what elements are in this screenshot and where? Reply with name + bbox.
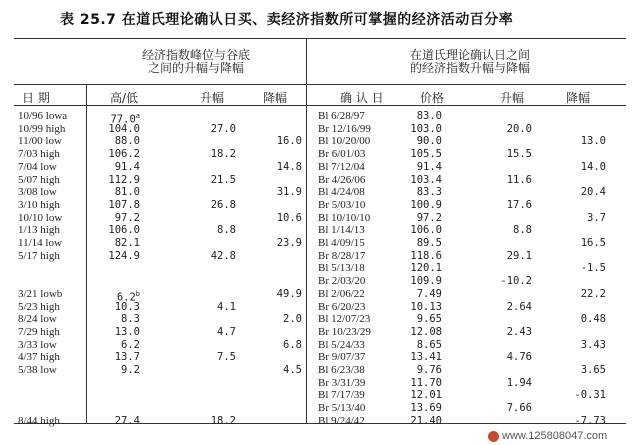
watermark-text: www.125808047.com <box>502 430 608 442</box>
price-cell: 105.5 <box>410 148 442 161</box>
left-rise-cell: 4.1 <box>217 300 236 313</box>
confirm-date-cell: Bl 1/14/13 <box>318 224 365 237</box>
right-rise-cell: -10.2 <box>500 275 532 288</box>
price-cell: 120.1 <box>410 262 442 275</box>
price-cell: 13.69 <box>410 402 442 415</box>
confirm-date-cell: Bl 4/24/08 <box>318 186 365 199</box>
confirm-date-cell: Bl 5/13/18 <box>318 262 365 275</box>
right-group-header <box>395 49 545 75</box>
price-cell: 109.9 <box>410 275 442 288</box>
left-date-cell: 3/21 lowb <box>18 287 63 300</box>
left-hilo-cell: 8.3 <box>121 313 140 326</box>
right-rise-cell: 8.8 <box>513 224 532 237</box>
right-rise-cell: 15.5 <box>506 148 532 161</box>
price-cell: 7.49 <box>416 287 442 300</box>
right-fall-cell: 22.2 <box>580 287 606 300</box>
watermark <box>488 430 607 442</box>
left-date-cell: 5/23 high <box>18 300 60 313</box>
left-date-cell: 8/44 high <box>18 414 60 427</box>
left-date-cell: 3/10 high <box>18 198 60 211</box>
left-hilo-cell: 106.2 <box>108 148 140 161</box>
right-fall-cell: 3.65 <box>580 364 606 376</box>
left-fall-cell: 10.6 <box>276 211 302 224</box>
column-header-rule <box>14 105 626 106</box>
watermark-logo-icon <box>488 431 499 442</box>
confirm-date-cell: Bl 6/28/97 <box>318 110 365 122</box>
left-hilo-cell: 88.0 <box>114 135 140 148</box>
left-fall-cell: 23.9 <box>276 237 302 249</box>
right-group-line2: 的经济指数升幅与降幅 <box>409 61 530 75</box>
table-title: 表 25.7 在道氏理论确认日买、卖经济指数所可掌握的经济活动百分率 <box>60 12 514 28</box>
confirm-date-cell: Br 6/20/23 <box>318 300 366 313</box>
confirm-date-cell: Bl 12/07/23 <box>318 313 371 326</box>
divider-center <box>306 39 307 423</box>
right-fall-cell: -7.73 <box>574 414 606 427</box>
price-cell: 89.5 <box>416 237 442 249</box>
confirm-date-cell: Bl 5/24/33 <box>318 338 365 351</box>
confirm-date-cell: Br 9/07/37 <box>318 351 366 364</box>
left-fall-cell: 49.9 <box>276 287 302 300</box>
price-cell: 12.01 <box>410 389 442 402</box>
right-fall-cell: 0.48 <box>580 313 606 326</box>
left-hilo-cell: 6.2$^b$ <box>116 289 140 304</box>
left-hilo-cell: 10.3 <box>114 300 140 313</box>
price-cell: 91.4 <box>416 160 442 173</box>
right-fall-cell: 16.5 <box>580 237 606 249</box>
right-fall-cell: 13.0 <box>580 135 606 148</box>
right-rise-cell: 2.43 <box>506 325 532 338</box>
price-cell: 83.3 <box>416 186 442 199</box>
confirm-date-cell: Br 12/16/99 <box>318 122 371 135</box>
price-cell: 8.65 <box>416 338 442 351</box>
price-cell: 9.65 <box>416 313 442 326</box>
right-fall-cell: 14.0 <box>580 160 606 173</box>
left-date-cell: 5/07 high <box>18 173 60 186</box>
header-rise-right: 升幅 <box>500 91 525 105</box>
confirm-date-cell: Br 2/03/20 <box>318 275 366 288</box>
left-hilo-cell: 9.2 <box>121 364 140 376</box>
left-date-cell: 3/33 low <box>18 338 57 351</box>
header-rise: 升幅 <box>200 91 225 105</box>
right-rise-cell: 2.64 <box>506 300 532 313</box>
left-date-cell: 5/17 high <box>18 249 60 262</box>
right-rise-cell: 29.1 <box>506 249 532 262</box>
price-cell: 118.6 <box>410 249 442 262</box>
left-hilo-cell: 124.9 <box>108 249 140 262</box>
header-fall-right: 降幅 <box>566 91 591 105</box>
price-cell: 10.13 <box>410 300 442 313</box>
left-rise-cell: 18.2 <box>210 414 236 427</box>
left-hilo-cell: 91.4 <box>114 160 140 173</box>
left-fall-cell: 4.5 <box>283 364 302 376</box>
left-group-line1: 经济指数峰位与谷底 <box>141 48 250 62</box>
left-date-cell: 7/29 high <box>18 325 60 338</box>
left-fall-cell: 6.8 <box>283 338 302 351</box>
left-date-cell: 10/10 low <box>18 211 63 224</box>
left-hilo-cell: 13.0 <box>114 325 140 338</box>
left-group-header <box>88 49 304 75</box>
confirm-date-cell: Bl 9/24/42 <box>318 414 365 427</box>
price-cell: 90.0 <box>416 135 442 148</box>
confirm-date-cell: Bl 7/17/39 <box>318 389 365 402</box>
price-cell: 13.41 <box>410 351 442 364</box>
left-hilo-cell: 81.0 <box>114 186 140 199</box>
left-hilo-cell: 6.2 <box>121 338 140 351</box>
price-cell: 21.40 <box>410 414 442 427</box>
left-date-cell: 7/04 low <box>18 160 57 173</box>
header-price: 价格 <box>420 91 445 105</box>
confirm-date-cell: Bl 7/12/04 <box>318 160 365 173</box>
left-hilo-cell: 104.0 <box>108 122 140 135</box>
right-fall-cell: 3.7 <box>587 211 606 224</box>
left-fall-cell: 2.0 <box>283 313 302 326</box>
left-hilo-cell: 97.2 <box>114 211 140 224</box>
left-hilo-cell: 112.9 <box>108 173 140 186</box>
price-cell: 83.0 <box>416 110 442 122</box>
left-rise-cell: 42.8 <box>210 249 236 262</box>
left-rise-cell: 26.8 <box>210 198 236 211</box>
left-hilo-cell: 77.0$^a$ <box>110 112 140 126</box>
right-rise-cell: 11.6 <box>506 173 532 186</box>
confirm-date-cell: Br 4/26/06 <box>318 173 366 186</box>
left-date-cell: 10/96 lowa <box>18 110 68 122</box>
footnote-marker: b <box>135 289 140 298</box>
left-group-line2: 之间的升幅与降幅 <box>147 61 244 75</box>
left-date-cell: 4/37 high <box>18 351 60 364</box>
left-rise-cell: 8.8 <box>217 224 236 237</box>
confirm-date-cell: Bl 10/20/00 <box>318 135 371 148</box>
left-rise-cell: 21.5 <box>210 173 236 186</box>
price-cell: 11.70 <box>410 376 442 389</box>
confirm-date-cell: Bl 10/10/10 <box>318 211 371 224</box>
left-date-cell: 10/99 high <box>18 122 66 135</box>
price-cell: 9.76 <box>416 364 442 376</box>
left-hilo-cell: 106.0 <box>108 224 140 237</box>
header-date: 日 期 <box>22 91 50 105</box>
left-hilo-cell: 13.7 <box>114 351 140 364</box>
header-confirm-date: 确 认 日 <box>340 91 384 105</box>
right-rise-cell: 20.0 <box>506 122 532 135</box>
left-date-cell: 8/24 low <box>18 313 57 326</box>
price-cell: 100.9 <box>410 198 442 211</box>
left-hilo-cell: 107.8 <box>108 198 140 211</box>
right-rise-cell: 7.66 <box>506 402 532 415</box>
right-group-line1: 在道氏理论确认日之间 <box>409 48 530 62</box>
left-fall-cell: 14.8 <box>276 160 302 173</box>
confirm-date-cell: Bl 4/09/15 <box>318 237 365 249</box>
left-hilo-cell: 82.1 <box>114 237 140 249</box>
right-rise-cell: 17.6 <box>506 198 532 211</box>
right-rise-cell: 1.94 <box>506 376 532 389</box>
left-fall-cell: 16.0 <box>276 135 302 148</box>
price-cell: 12.08 <box>410 325 442 338</box>
left-rise-cell: 18.2 <box>210 148 236 161</box>
price-cell: 106.0 <box>410 224 442 237</box>
table-top-rule <box>14 38 626 39</box>
right-rise-cell: 4.76 <box>506 351 532 364</box>
confirm-date-cell: Br 5/13/40 <box>318 402 366 415</box>
confirm-date-cell: Br 10/23/29 <box>318 325 371 338</box>
right-fall-cell: 20.4 <box>580 186 606 199</box>
right-fall-cell: 3.43 <box>580 338 606 351</box>
confirm-date-cell: Bl 6/23/38 <box>318 364 365 376</box>
confirm-date-cell: Bl 2/06/22 <box>318 287 365 300</box>
footnote-marker: a <box>135 112 140 120</box>
price-cell: 103.0 <box>410 122 442 135</box>
price-cell: 97.2 <box>416 211 442 224</box>
price-cell: 103.4 <box>410 173 442 186</box>
left-date-cell: 11/14 low <box>18 237 62 249</box>
header-hilo: 高/低 <box>110 91 139 105</box>
left-date-cell: 7/03 high <box>18 148 60 161</box>
left-hilo-cell: 27.4 <box>114 414 140 427</box>
header-separator <box>14 84 626 85</box>
left-rise-cell: 4.7 <box>217 325 236 338</box>
left-date-cell: 3/08 low <box>18 186 57 199</box>
right-fall-cell: -1.5 <box>580 262 606 275</box>
confirm-date-cell: Br 8/28/17 <box>318 249 366 262</box>
confirm-date-cell: Br 6/01/03 <box>318 148 366 161</box>
confirm-date-cell: Br 5/03/10 <box>318 198 366 211</box>
right-fall-cell: -0.31 <box>574 389 606 402</box>
left-rise-cell: 27.0 <box>210 122 236 135</box>
left-date-cell: 11/00 low <box>18 135 62 148</box>
confirm-date-cell: Br 3/31/39 <box>318 376 366 389</box>
header-fall: 降幅 <box>263 91 288 105</box>
left-date-cell: 5/38 low <box>18 364 57 376</box>
left-date-cell: 1/13 high <box>18 224 60 237</box>
left-fall-cell: 31.9 <box>276 186 302 199</box>
left-rise-cell: 7.5 <box>217 351 236 364</box>
